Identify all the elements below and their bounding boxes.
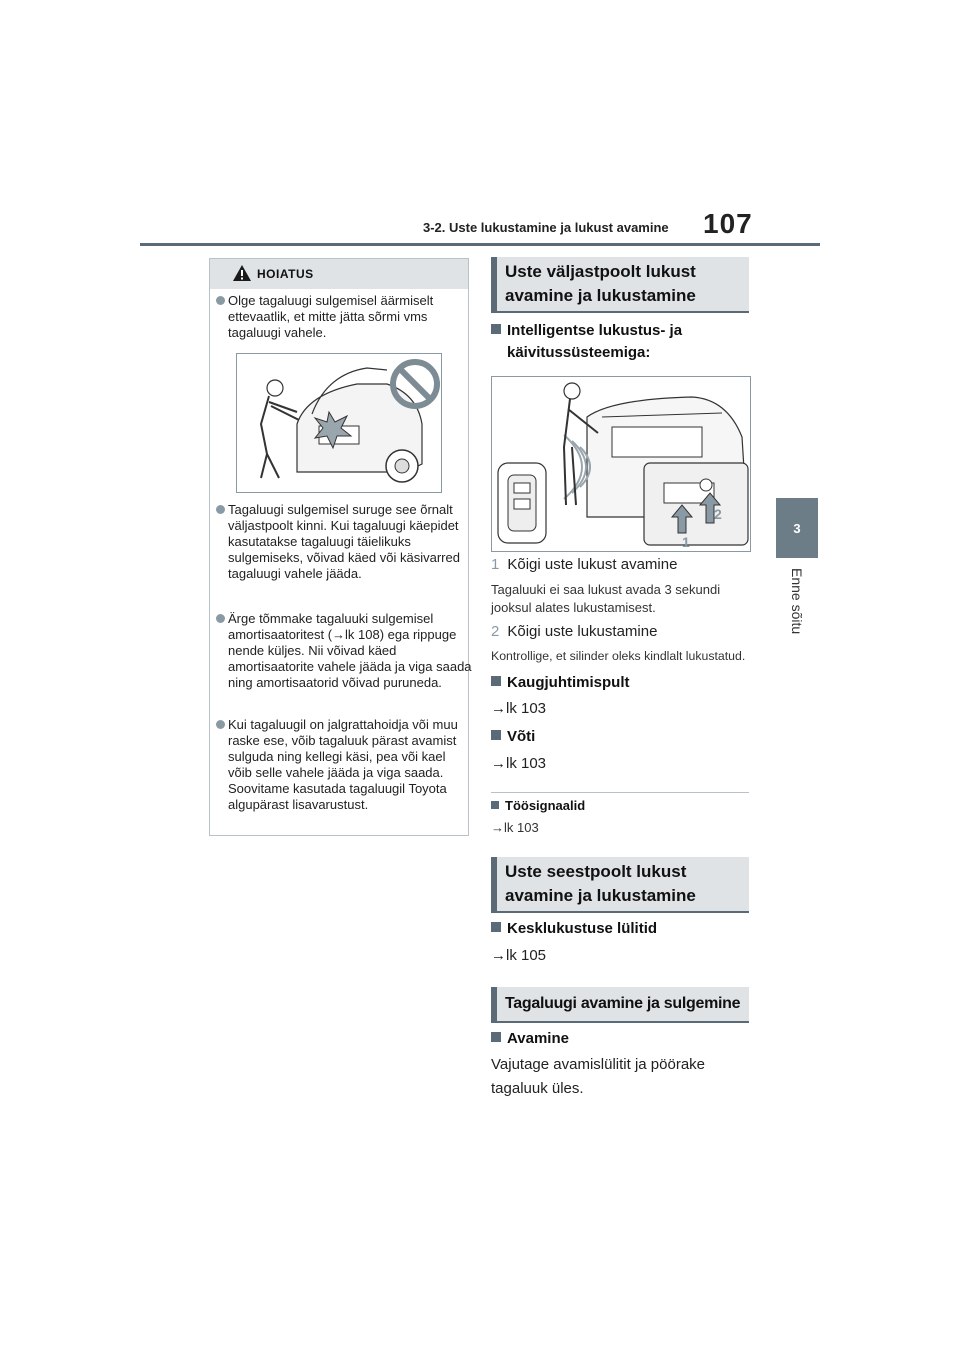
section-title-line1: Uste väljastpoolt lukust xyxy=(505,262,696,281)
subheading-text: Kesklukustuse lülitid xyxy=(507,920,658,937)
section-heading-inside-locking xyxy=(491,857,749,913)
step-1-note-line2: jooksul alates lukustamisest. xyxy=(491,600,656,615)
figure-label-1: 1 xyxy=(682,534,690,550)
subheading-text: Võti xyxy=(507,728,536,745)
section-title-line1: Uste seestpoolt lukust xyxy=(505,862,687,881)
warning-header xyxy=(210,259,468,289)
step-2 xyxy=(491,623,657,640)
warning-bullet-text: Tagaluugi sulgemisel suruge see õrnalt väljastpoolt kinni. Kui tagaluugi käepidet kasutatakse tagaluugi täielikuks sulgemiseks, võivad käed või käsivarred tagaluugi vahele jääda. xyxy=(228,502,460,581)
subheading-text: Avamine xyxy=(507,1030,569,1047)
warning-bullet-1 xyxy=(216,293,472,341)
step-number: 2 xyxy=(491,623,500,640)
square-bullet-icon xyxy=(491,1032,501,1042)
rear-door-handle-illustration xyxy=(491,376,751,552)
warning-bullet-text: Ärge tõmmake tagaluuki sulgemisel amortisaatoritest (→lk 108) ega rippuge nende küljes. Nii võivad käed amortisaatorite vahele jääda ja viga saada ning amortisaatorid võivad puruneda. xyxy=(228,611,472,690)
warning-bullet-3 xyxy=(216,611,472,691)
tailgate-warning-illustration xyxy=(236,353,442,493)
step-number: 1 xyxy=(491,556,500,573)
chapter-number: 3 xyxy=(793,520,801,536)
square-bullet-icon xyxy=(491,676,501,686)
subheading-smart-entry xyxy=(491,322,682,339)
divider xyxy=(491,792,749,793)
square-bullet-icon xyxy=(491,922,501,932)
tailgate-pinch-illustration-svg xyxy=(237,354,441,492)
subheading-central-lock xyxy=(491,920,657,937)
section-title-line2: avamine ja lukustamine xyxy=(505,886,696,905)
chapter-title: Enne sõitu xyxy=(789,568,805,635)
bullet-dot xyxy=(216,720,225,729)
warning-bullet-text: Kui tagaluugil on jalgrattahoidja või muu raske ese, võib tagaluuk pärast avamist sulguda ning kellegi käsi, pea või kael võib selle vahele jääda ja viga saada. Soovitame kasutada tagaluugil Toyota algupärast lisavarustust. xyxy=(228,717,458,812)
warning-triangle-icon xyxy=(232,264,252,282)
subheading-signals xyxy=(491,798,585,813)
warning-bullet-4 xyxy=(216,717,472,813)
page-ref-link[interactable]: →lk 103 xyxy=(491,755,547,772)
page-ref-link[interactable]: →lk 103 xyxy=(491,820,539,835)
warning-box xyxy=(209,258,472,836)
square-bullet-icon xyxy=(491,801,499,809)
prohibited-icon xyxy=(393,362,437,406)
step-1 xyxy=(491,556,677,573)
step-text: Kõigi uste lukust avamine xyxy=(507,556,678,573)
subheading-text: Intelligentse lukustus- ja xyxy=(507,322,683,339)
header-rule xyxy=(140,243,820,246)
step-2-note: Kontrollige, et silinder oleks kindlalt lukustatud. xyxy=(491,649,746,663)
warning-label: HOIATUS xyxy=(257,267,314,281)
bullet-dot xyxy=(216,296,225,305)
subheading-smart-entry-line2: käivitussüsteemiga: xyxy=(507,344,651,361)
chapter-tab[interactable] xyxy=(776,498,818,558)
square-bullet-icon xyxy=(491,730,501,740)
figure-label-2: 2 xyxy=(714,506,722,522)
page-number: 107 xyxy=(703,208,753,239)
body-text-line1: Vajutage avamislülitit ja pöörake xyxy=(491,1056,706,1073)
subheading-remote xyxy=(491,674,630,691)
page-ref-link[interactable]: →lk 103 xyxy=(491,700,547,717)
warning-bullet-2 xyxy=(216,502,472,582)
section-title: Tagaluugi avamine ja sulgemine xyxy=(505,995,741,1012)
bullet-dot xyxy=(216,505,225,514)
warning-bullet-text: Olge tagaluugi sulgemisel äärmiselt ettevaatlik, et mitte jätta sõrmi vms tagaluugi vahele. xyxy=(228,293,434,340)
section-title-line2: avamine ja lukustamine xyxy=(505,286,696,305)
section-heading-outside-locking xyxy=(491,257,749,313)
subheading-opening xyxy=(491,1030,569,1047)
subheading-text: Töösignaalid xyxy=(505,798,586,813)
bullet-dot xyxy=(216,614,225,623)
smart-key-tailgate-svg xyxy=(492,377,750,551)
section-heading-tailgate xyxy=(491,987,749,1023)
chapter-title-vertical xyxy=(775,568,819,658)
running-header-title: 3-2. Uste lukustamine ja lukust avamine xyxy=(423,220,669,235)
subheading-text: Kaugjuhtimispult xyxy=(507,674,630,691)
step-text: Kõigi uste lukustamine xyxy=(507,623,658,640)
body-text-line2: tagaluuk üles. xyxy=(491,1080,584,1097)
subheading-key xyxy=(491,728,535,745)
page-ref-link[interactable]: →lk 105 xyxy=(491,947,547,964)
square-bullet-icon xyxy=(491,324,501,334)
step-1-note-line1: Tagaluuki ei saa lukust avada 3 sekundi xyxy=(491,582,721,597)
